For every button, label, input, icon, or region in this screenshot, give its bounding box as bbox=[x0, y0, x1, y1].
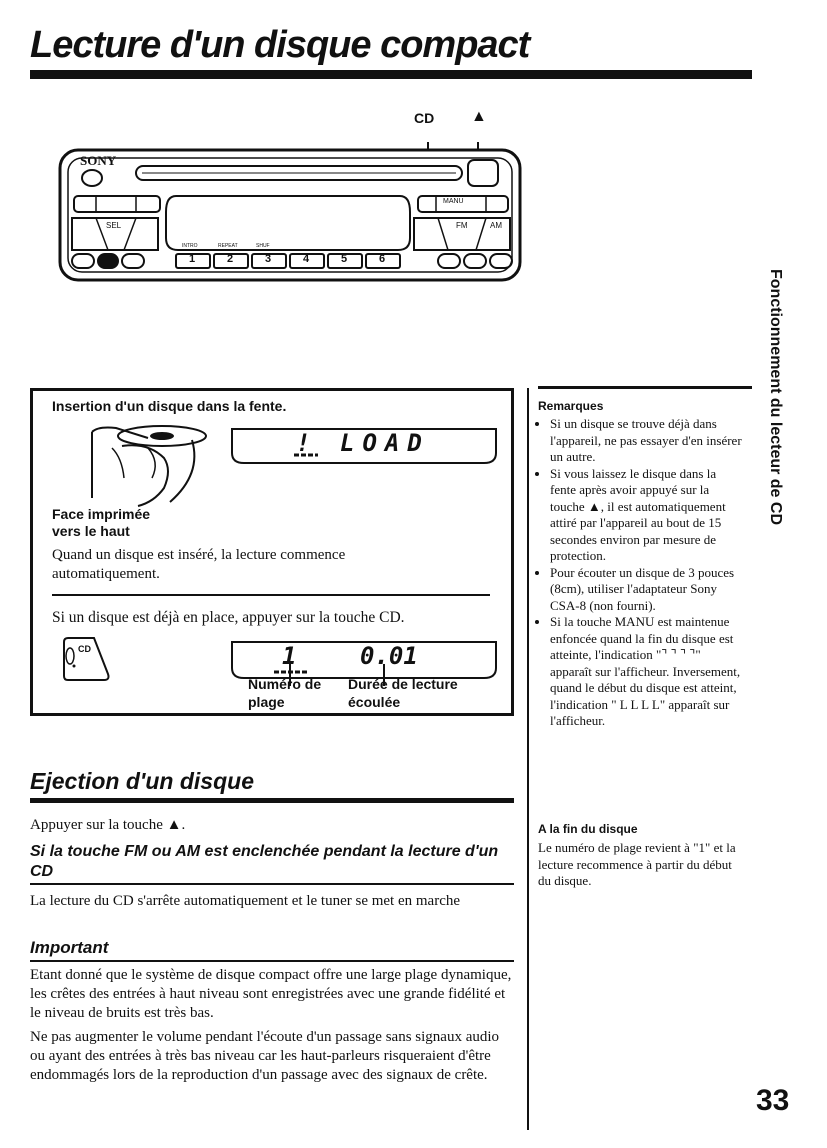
preset-label-3: 3 bbox=[265, 253, 272, 265]
insertion-para-2: Si un disque est déjà en place, appuyer sur la touche CD. bbox=[52, 609, 405, 626]
insertion-para-1: Quand un disque est inséré, la lecture commence automatiquement. bbox=[52, 547, 346, 582]
elapsed-time-display: 0.01 bbox=[360, 642, 418, 670]
device-sel-label: SEL bbox=[106, 221, 122, 230]
preset-label-2: 2 bbox=[227, 253, 234, 265]
important-rule bbox=[30, 960, 514, 962]
remarks-list bbox=[538, 416, 744, 730]
track-number-display: 1 bbox=[282, 642, 297, 670]
ejection-heading: Ejection d'un disque bbox=[30, 768, 254, 794]
remark-item: • Pour écouter un disque de 3 pouces (8cm), utiliser l'adaptateur Sony CSA-8 (non fourni). bbox=[550, 565, 744, 615]
insertion-heading: Insertion d'un disque dans la fente. bbox=[52, 398, 287, 414]
device-callout-eject: ▲ bbox=[471, 108, 487, 125]
important-para-2: Ne pas augmenter le volume pendant l'écoute d'un passage sans signaux audio ou ayant des entrées à très bas niveau car les haut-parleurs risqueraient d'être endommagés lors de la reproduction d'un passage avec des signaux de crête. bbox=[30, 1029, 500, 1083]
ejection-instruction: Appuyer sur la touche ▲. bbox=[30, 817, 186, 833]
device-fm-label: FM bbox=[456, 221, 468, 230]
column-divider bbox=[527, 388, 529, 1130]
side-section-label bbox=[760, 262, 790, 532]
cd-button-icon bbox=[60, 634, 112, 682]
load-display-text: LOAD bbox=[340, 429, 430, 457]
remark-item: • Si vous laissez le disque dans la fente après avoir appuyé sur la touche ▲, il est automatiquement attiré par l'appareil au bout de 15 secondes environ par mesure de protection. bbox=[550, 466, 744, 565]
end-of-disc-heading: A la fin du disque bbox=[538, 822, 638, 836]
remark-item: • Si la touche MANU est maintenue enfoncée quand la fin du disque est atteinte, l'indication "⌝ ⌝ ⌝ ⌝" apparaît sur l'afficheur. Inversement, quand le début du disque est atteint, l'indication " L L L L" apparaît sur l'afficheur. bbox=[550, 614, 744, 730]
page-number: 33 bbox=[756, 1084, 790, 1117]
important-para-1: Etant donné que le système de disque compact offre une large plage dynamique, les crêtes des entrées à haut niveau sont enregistrées avec une grande fidélité et le niveau de bruits est très bas. bbox=[30, 967, 512, 1021]
preset-label-1: 1 bbox=[189, 253, 196, 265]
cd-button-label: CD bbox=[78, 644, 91, 654]
device-callout-cd: CD bbox=[414, 110, 435, 126]
preset-label-6: 6 bbox=[379, 253, 386, 265]
face-label-1: Face imprimée bbox=[52, 506, 151, 522]
load-display-indicator: ! bbox=[296, 429, 311, 457]
face-label-2: vers le haut bbox=[52, 523, 130, 539]
end-of-disc-text: Le numéro de plage revient à "1" et la lecture recommence à partir du début du disque. bbox=[538, 840, 736, 888]
label-time-1: Durée de lecture bbox=[348, 676, 458, 692]
important-heading: Important bbox=[30, 938, 109, 957]
fm-am-subheading-rule bbox=[30, 883, 514, 885]
device-am-label: AM bbox=[490, 221, 502, 230]
remarks-top-rule bbox=[538, 386, 752, 389]
device-illustration bbox=[58, 102, 526, 284]
preset-label-4: 4 bbox=[303, 253, 310, 265]
insertion-divider bbox=[52, 594, 490, 596]
label-track-1: Numéro de bbox=[248, 676, 322, 692]
title-rule bbox=[30, 70, 752, 79]
fm-am-text: La lecture du CD s'arrête automatiquement et le tuner se met en marche bbox=[30, 893, 461, 909]
fm-am-subheading: Si la touche FM ou AM est enclenchée pendant la lecture d'un CD bbox=[30, 843, 499, 880]
device-mode-shuf: SHUF bbox=[256, 243, 270, 249]
label-time-2: écoulée bbox=[348, 694, 401, 710]
car-stereo-drawing bbox=[58, 102, 526, 284]
device-brand: SONY bbox=[80, 153, 117, 168]
remarks-heading: Remarques bbox=[538, 399, 604, 413]
page-title: Lecture d'un disque compact bbox=[30, 24, 530, 66]
load-display bbox=[228, 425, 500, 467]
cd-button-illustration bbox=[60, 634, 112, 682]
hand-disc-illustration bbox=[52, 418, 222, 514]
side-label-text: Fonctionnement du lecteur de CD bbox=[767, 268, 784, 526]
hand-inserting-disc-icon bbox=[52, 418, 222, 514]
preset-label-5: 5 bbox=[341, 253, 348, 265]
device-mode-repeat: REPEAT bbox=[218, 243, 238, 249]
ejection-heading-rule bbox=[30, 798, 514, 803]
device-mode-intro: INTRO bbox=[182, 243, 198, 249]
remark-item: • Si un disque se trouve déjà dans l'appareil, ne pas essayer d'en insérer un autre. bbox=[550, 416, 744, 466]
label-track-2: plage bbox=[248, 694, 285, 710]
device-manu-label: MANU bbox=[443, 198, 464, 205]
